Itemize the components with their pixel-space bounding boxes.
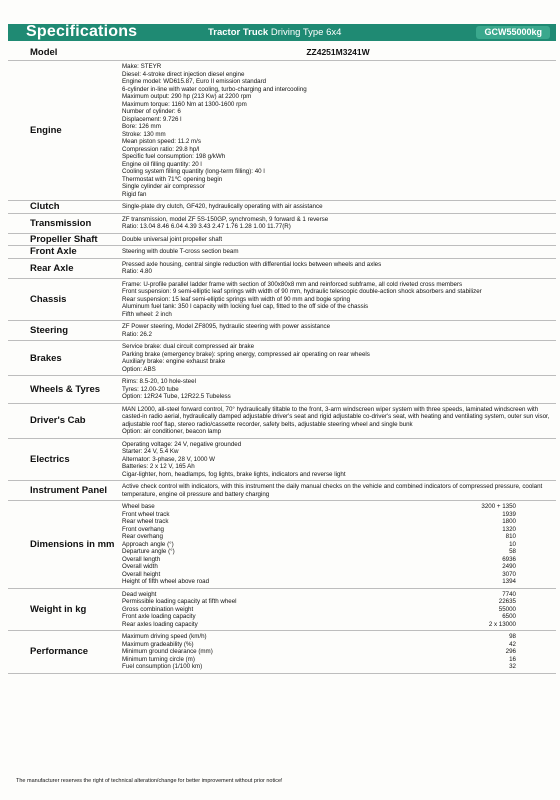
spec-content xyxy=(120,279,556,321)
spec-line: Bore: 126 mm xyxy=(122,123,161,130)
spec-key: Minimum ground clearance (mm) xyxy=(122,648,213,655)
spec-value: 1939 xyxy=(502,510,516,518)
spec-line: Alternator: 3-phase, 28 V, 1000 W xyxy=(122,455,215,463)
spec-content xyxy=(120,589,556,631)
spec-value: 10 xyxy=(509,540,516,548)
spec-label: Performance xyxy=(30,646,89,658)
spec-content xyxy=(120,501,556,588)
spec-row xyxy=(8,404,556,439)
spec-pair xyxy=(122,613,556,621)
spec-content xyxy=(120,259,556,278)
spec-pair xyxy=(122,503,556,511)
spec-line: Rigid fan xyxy=(122,190,147,198)
spec-label: Weight in kg xyxy=(30,603,87,615)
spec-row xyxy=(8,631,556,674)
spec-header xyxy=(8,24,556,41)
spec-row xyxy=(8,589,556,632)
spec-key: Gross combination weight xyxy=(122,605,194,613)
spec-pair xyxy=(122,556,556,564)
spec-line: Service brake: dual circuit compressed air brake xyxy=(122,343,255,350)
spec-label: Clutch xyxy=(30,201,60,213)
spec-value: 58 xyxy=(509,548,516,555)
spec-line: Starter: 24 V, 5.4 Kw xyxy=(122,448,179,455)
spec-row xyxy=(8,501,556,589)
spec-line: Pressed axle housing, central single reduction with differential locks between wheels and axles xyxy=(122,260,382,268)
spec-key: Maximum gradeability (%) xyxy=(122,640,194,648)
spec-line: Parking brake (emergency brake): spring energy, compressed air operating on rear wheels xyxy=(122,350,370,358)
spec-pair xyxy=(122,563,556,571)
spec-line: Front suspension: 9 semi-elliptic leaf springs with width of 90 mm, hydraulic telescopic double-action shock absorbers and stabilizer xyxy=(122,288,482,295)
spec-key: Approach angle (°) xyxy=(122,540,174,548)
spec-pair xyxy=(122,656,556,664)
spec-content xyxy=(120,61,556,200)
spec-content xyxy=(120,631,556,673)
spec-key: Front axle loading capacity xyxy=(122,613,196,620)
spec-line: Diesel: 4-stroke direct injection diesel engine xyxy=(122,70,245,78)
spec-pair xyxy=(122,548,556,556)
spec-label: Brakes xyxy=(30,352,62,364)
spec-value: 98 xyxy=(509,633,516,640)
spec-value: 6500 xyxy=(502,613,516,620)
spec-line: Option: air conditioner, beacon lamp xyxy=(122,428,222,435)
spec-line: Ratio: 4.80 xyxy=(122,268,152,275)
spec-pair xyxy=(122,633,556,641)
spec-key: Fuel consumption (1/100 km) xyxy=(122,663,203,670)
spec-row xyxy=(8,376,556,404)
spec-key: Departure angle (°) xyxy=(122,548,175,555)
spec-key: Overall length xyxy=(122,555,161,563)
spec-content xyxy=(120,321,556,340)
spec-pair xyxy=(122,578,556,586)
spec-value: 3200 + 1350 xyxy=(481,503,516,510)
spec-pair xyxy=(122,598,556,606)
spec-value: 2 x 13000 xyxy=(488,620,516,628)
spec-line: MAN L2000, all-steel forward control, 70° hydraulically tiltable to the front, 3-arm windscreen wiper system with three speeds, laminated windscreen with casted-in radio aerial, hydraulically damped adjustable driver's seat and rigid adjustable co-driver's seat, with heating and ventilating system, outer sun visor, adjustable roof flap, stereo radio/cassette recorder, safety belts, adjustable steering wheel and single bunk xyxy=(122,405,550,428)
spec-line: Ratio: 26.2 xyxy=(122,330,152,338)
spec-label: Chassis xyxy=(30,293,67,305)
spec-row xyxy=(8,481,556,501)
spec-line: Rims: 8.5-20, 10 hole-steel xyxy=(122,378,196,385)
spec-content xyxy=(120,439,556,481)
spec-key: Overall width xyxy=(122,563,158,570)
spec-line: 6-cylinder in-line with water cooling, turbo-charging and intercooling xyxy=(122,85,307,93)
spec-pair xyxy=(122,511,556,519)
spec-line: Ratio: 13.04 8.46 6.04 4.39 3.43 2.47 1.76 1.28 1.00 11.77(R) xyxy=(122,223,291,230)
spec-key: Front overhang xyxy=(122,525,164,533)
spec-pair xyxy=(122,533,556,541)
spec-key: Rear overhang xyxy=(122,533,163,540)
spec-line: Maximum torque: 1160 Nm at 1300-1600 rpm xyxy=(122,100,247,108)
spec-label: Engine xyxy=(30,125,62,136)
spec-content xyxy=(120,234,556,246)
spec-key: Permissible loading capacity at fifth wheel xyxy=(122,598,237,605)
spec-line: Rear suspension: 15 leaf semi-elliptic springs with width of 90 mm and bogie spring xyxy=(122,295,351,303)
spec-line: ZF Power steering, Model ZF8095, hydraulic steering with power assistance xyxy=(122,323,331,330)
spec-line: Active check control with indicators, with this instrument the daily manual checks on the vehicle and combined indicators of compressed pressure, coolant temperature, engine oil pressure and battery charging xyxy=(122,483,543,498)
spec-pair xyxy=(122,663,556,671)
spec-pair xyxy=(122,526,556,534)
spec-line: Compression ratio: 29.8 hp/l xyxy=(122,145,200,153)
spec-line: Double universal joint propeller shaft xyxy=(122,235,223,243)
spec-line: Engine oil filling quantity: 20 l xyxy=(122,160,202,168)
spec-line: Make: STEYR xyxy=(122,63,162,70)
spec-row xyxy=(8,341,556,376)
spec-line: Fifth wheel: 2 inch xyxy=(122,310,172,318)
model-label: Model xyxy=(30,46,58,58)
spec-row xyxy=(8,439,556,482)
spec-pair xyxy=(122,591,556,599)
spec-value: 32 xyxy=(509,663,516,670)
spec-key: Height of fifth wheel above road xyxy=(122,578,210,585)
spec-key: Maximum driving speed (km/h) xyxy=(122,633,207,640)
page-subtitle: Tractor Truck Driving Type 6x4 xyxy=(208,27,342,38)
spec-value: 1800 xyxy=(502,518,516,525)
spec-row xyxy=(8,214,556,234)
spec-pair xyxy=(122,606,556,614)
spec-value: 22635 xyxy=(498,598,516,605)
spec-content xyxy=(120,201,556,213)
spec-row xyxy=(8,279,556,322)
spec-label: Rear Axle xyxy=(30,262,74,274)
spec-line: Number of cylinder: 6 xyxy=(122,108,181,115)
spec-key: Rear wheel track xyxy=(122,518,169,525)
page-title: Specifications xyxy=(26,23,138,40)
spec-label: Electrics xyxy=(30,453,70,465)
spec-line: Mean piston speed: 11.2 m/s xyxy=(122,138,201,145)
spec-value: 7740 xyxy=(502,590,516,598)
spec-content xyxy=(120,376,556,403)
spec-line: Cooling system filling quantity (long-term filling): 40 l xyxy=(122,168,265,175)
spec-key: Dead weight xyxy=(122,590,157,598)
spec-line: Specific fuel consumption: 198 g/kWh xyxy=(122,153,226,160)
spec-key: Front wheel track xyxy=(122,510,170,518)
spec-value: 16 xyxy=(509,655,516,663)
spec-line: Option: 12R24 Tube, 12R22.5 Tubeless xyxy=(122,393,231,400)
spec-table xyxy=(8,44,556,674)
spec-line: Displacement: 9.726 l xyxy=(122,115,182,123)
spec-content xyxy=(120,246,556,258)
spec-label: Steering xyxy=(30,325,69,336)
spec-label: Dimensions in mm xyxy=(30,538,115,550)
spec-content xyxy=(120,404,556,438)
spec-value: 3070 xyxy=(502,570,516,578)
model-row xyxy=(8,44,556,61)
spec-label: Instrument Panel xyxy=(30,485,108,496)
spec-line: Single cylinder air compressor xyxy=(122,183,205,190)
spec-content xyxy=(120,214,556,233)
spec-line: Maximum output: 290 hp (213 Kw) at 2200 rpm xyxy=(122,93,252,100)
spec-row xyxy=(8,246,556,259)
spec-key: Wheel base xyxy=(122,503,155,510)
spec-label: Propeller Shaft xyxy=(30,233,98,245)
spec-pair xyxy=(122,518,556,526)
spec-line: Aluminum fuel tank: 350 l capacity with locking fuel cap, fitted to the off side of the chassis xyxy=(122,303,369,310)
spec-line: Option: ABS xyxy=(122,365,156,373)
spec-line: Tyres: 12.00-20 tube xyxy=(122,385,179,393)
spec-content xyxy=(120,481,556,500)
spec-line: Operating voltage: 24 V, negative grounded xyxy=(122,440,242,448)
spec-value: 810 xyxy=(505,533,516,540)
spec-pair xyxy=(122,571,556,579)
spec-pair xyxy=(122,648,556,656)
spec-line: Stroke: 130 mm xyxy=(122,130,166,138)
spec-value: 2490 xyxy=(502,563,516,570)
spec-pair xyxy=(122,621,556,629)
spec-label: Driver's Cab xyxy=(30,415,86,426)
spec-value: 42 xyxy=(509,640,516,648)
spec-line: Engine model: WD615.87, Euro II emission standard xyxy=(122,78,267,85)
spec-pair xyxy=(122,541,556,549)
spec-value: 55000 xyxy=(498,605,516,613)
spec-row xyxy=(8,259,556,279)
spec-key: Rear axles loading capacity xyxy=(122,620,198,628)
spec-row xyxy=(8,321,556,341)
model-value: ZZ4251M3241W xyxy=(306,47,370,57)
spec-label: Transmission xyxy=(30,217,92,229)
spec-line: Auxiliary brake: engine exhaust brake xyxy=(122,358,226,365)
spec-content xyxy=(120,341,556,375)
spec-line: Single-plate dry clutch, GF420, hydraulically operating with air assistance xyxy=(122,203,323,210)
spec-row xyxy=(8,201,556,214)
spec-line: Cigar-lighter, horn, headlamps, fog lights, brake lights, indicators and reverse light xyxy=(122,470,346,478)
spec-line: ZF transmission, model ZF 5S-150GP, synchromesh, 9 forward & 1 reverse xyxy=(122,215,329,223)
spec-pair xyxy=(122,641,556,649)
spec-value: 6936 xyxy=(502,555,516,563)
spec-row xyxy=(8,234,556,247)
spec-line: Frame: U-profile parallel ladder frame with section of 300x80x8 mm and reinforced subframe, all cold riveted cross members xyxy=(122,280,463,288)
footer-note: The manufacturer reserves the right of technical alteration/change for better improvement without prior notice! xyxy=(16,778,283,784)
spec-label: Front Axle xyxy=(30,246,77,258)
spec-key: Overall height xyxy=(122,570,161,578)
spec-key: Minimum turning circle (m) xyxy=(122,655,195,663)
gcw-badge: GCW55000kg xyxy=(476,26,550,39)
spec-line: Thermostat with 71℃ opening begin xyxy=(122,175,223,183)
spec-line: Steering with double T-cross section beam xyxy=(122,248,239,255)
spec-value: 1394 xyxy=(502,578,516,585)
spec-row xyxy=(8,61,556,201)
spec-label: Wheels & Tyres xyxy=(30,383,101,395)
spec-line: Batteries: 2 x 12 V, 165 Ah xyxy=(122,463,195,470)
spec-value: 1320 xyxy=(502,525,516,533)
spec-value: 296 xyxy=(505,648,516,655)
